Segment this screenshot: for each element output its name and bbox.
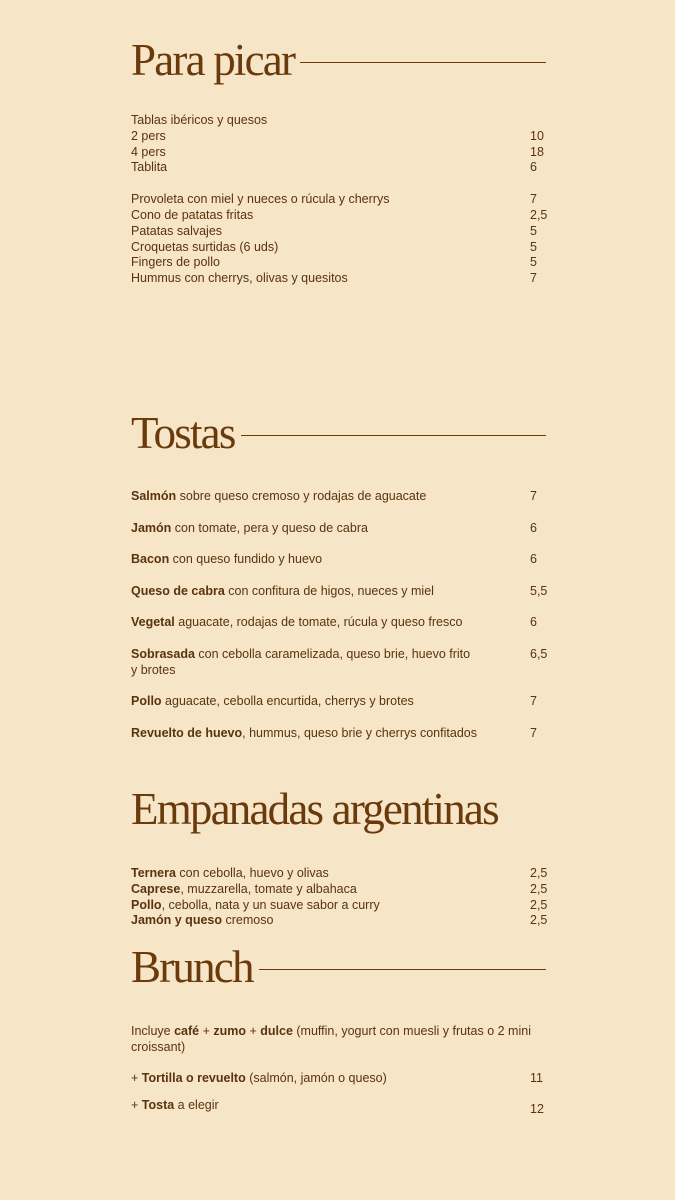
item-price: 5 [530,223,537,238]
item-price: 7 [530,726,537,740]
item-price: 6 [530,615,537,629]
title-rule [259,969,546,970]
menu-item [131,255,546,271]
item-price: 2,5 [530,207,548,222]
item-price: 6 [530,552,537,566]
menu-item [131,208,546,224]
brunch-item [131,1098,546,1114]
item-price: 6 [530,160,537,175]
section-brunch [131,942,546,992]
item-desc: aguacate, rodajas de tomate, rúcula y queso fresco [174,615,463,629]
intro-bold: zumo [213,1024,247,1038]
item-price: 10 [530,128,544,143]
item-prefix: + [131,1071,142,1085]
item-price: 12 [530,1102,544,1116]
item-price: 7 [530,271,537,286]
intro-bold: café [174,1024,200,1038]
item-name: Vegetal [131,615,175,629]
item-desc: cremoso [222,913,274,928]
tostas-item [131,489,546,505]
title-rule [300,62,546,63]
brunch-item [131,1071,546,1087]
intro-bold: dulce [260,1024,293,1038]
tostas-item [131,552,546,568]
item-name: Tablas ibéricos y quesos [131,113,268,127]
item-price: 6,5 [530,647,548,661]
item-price: 5 [530,255,537,270]
item-name: Tosta [141,1098,175,1112]
menu-item [131,113,546,129]
item-name: Croquetas surtidas (6 uds) [131,239,279,254]
item-name: 2 pers [131,128,166,143]
item-price: 2,5 [530,913,548,928]
menu-item [131,129,546,145]
menu-item [131,240,546,256]
item-desc: , hummus, queso brie y cherrys confitados [242,726,477,740]
tostas-item [131,521,546,537]
intro-text: Incluye [131,1024,175,1038]
intro-text: (muffin, yogurt con muesli y frutas o 2 mini croissant) [131,1024,531,1054]
item-desc: con tomate, pera y queso de cabra [171,521,368,535]
para-picar-list [131,113,546,287]
item-price: 7 [530,694,537,708]
menu-item [131,913,546,929]
intro-text: + [199,1024,214,1038]
intro-text: + [246,1024,261,1038]
item-desc: con cebolla, huevo y olivas [175,866,329,880]
section-empanadas [131,784,551,834]
item-name: 4 pers [131,144,166,159]
item-name: Bacon [131,552,170,566]
item-price: 6 [530,521,537,535]
item-name: Salmón [131,489,177,503]
item-name: Patatas salvajes [131,223,223,238]
title-rule [241,435,546,436]
tostas-item [131,584,546,600]
item-name: Fingers de pollo [131,255,220,270]
section-header [131,784,551,834]
item-name: Tortilla o revuelto [141,1071,246,1085]
item-name: Provoleta con miel y nueces o rúcula y cherrys [131,192,390,207]
item-name: Caprese [131,881,181,896]
tostas-item [131,694,546,710]
menu-item [131,160,546,176]
brunch-intro [131,1024,546,1056]
item-desc: con confitura de higos, nueces y miel [224,584,434,598]
section-title: Para picar [131,35,295,85]
item-name: Revuelto de huevo [131,726,243,740]
item-price: 11 [530,1071,543,1085]
section-title: Tostas [131,408,235,458]
item-price: 2,5 [530,897,548,912]
menu-item [131,898,546,914]
tostas-item [131,726,546,742]
empanadas-list [131,866,546,929]
menu-item [131,882,546,898]
section-header [131,408,546,458]
item-name: Hummus con cherrys, olivas y quesitos [131,271,348,286]
menu-item [131,866,546,882]
item-name: Pollo [131,897,162,912]
menu-item [131,192,546,208]
item-desc: con queso fundido y huevo [169,552,323,566]
item-price: 2,5 [530,866,548,880]
item-price: 7 [530,192,537,207]
menu-item [131,271,546,287]
section-header [131,35,546,85]
item-price: 2,5 [530,881,548,896]
tostas-item [131,615,546,631]
item-desc: (salmón, jamón o queso) [245,1071,387,1085]
item-desc: , cebolla, nata y un suave sabor a curry [161,897,380,912]
item-price: 5 [530,239,537,254]
section-tostas [131,408,546,458]
item-price: 5,5 [530,584,548,598]
item-name: Tablita [131,160,168,175]
item-desc: sobre queso cremoso y rodajas de aguacate [176,489,427,503]
item-name: Queso de cabra [131,584,225,598]
item-name: Jamón [131,521,172,535]
item-desc: aguacate, cebolla encurtida, cherrys y brotes [161,694,414,708]
item-name: Jamón y queso [131,913,222,928]
menu-item [131,145,546,161]
item-desc: , muzzarella, tomate y albahaca [180,881,357,896]
item-name: Pollo [131,694,162,708]
item-prefix: + [131,1098,142,1112]
section-title: Empanadas argentinas [131,784,498,834]
section-title: Brunch [131,942,253,992]
section-header [131,942,546,992]
tostas-item [131,647,546,679]
item-name: Ternera [131,866,176,880]
item-desc: a elegir [174,1098,219,1112]
item-price: 7 [530,489,537,503]
spacer [131,176,546,192]
menu-item [131,224,546,240]
item-desc: con cebolla caramelizada, queso brie, huevo frito y brotes [131,647,471,677]
item-price: 18 [530,144,544,159]
item-name: Cono de patatas fritas [131,207,254,222]
item-name: Sobrasada [131,647,195,661]
section-para-picar [131,35,546,85]
